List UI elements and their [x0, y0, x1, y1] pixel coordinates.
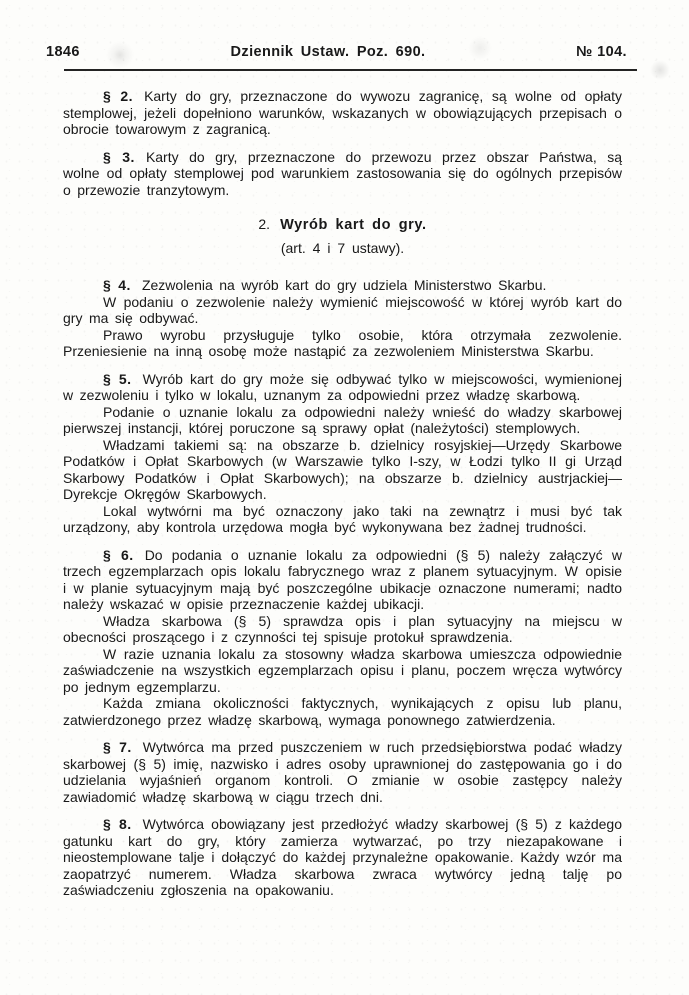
paragraph-4-p1-text: Zezwolenia na wyrób kart do gry udziela Ministerstwo Skarbu. [141, 277, 547, 293]
chapter-title-line [63, 213, 622, 237]
paragraph-3-symbol: § 3. [103, 148, 135, 165]
paragraph-6-p4 [63, 695, 622, 728]
paragraph-7 [63, 739, 622, 805]
paragraph-5-p3-text: Władzami takiemi są: na obszarze b. dzielnicy rosyjskiej—Urzędy Skarbowe Podatków i Opłat Skarbowych (w Warszawie tylko I-szy, w Łodzi tylko II gi Urząd Skarbowy Podatków i Opłat Skarbowych); na obszarze b. dzielnicy austrjackiej—Dyrekcje Okręgów Skarbowych. [63, 436, 622, 502]
paragraph-4-p1 [63, 277, 622, 294]
header-divider [64, 69, 637, 71]
paragraph-4-p2-text: W podaniu o zezwolenie należy wymienić miejscowość w której wyrób kart do gry ma się odbywać. [63, 293, 622, 326]
paragraph-6-p3 [63, 646, 622, 696]
issue-number: № 104. [576, 44, 627, 60]
paragraph-5-p1 [63, 371, 622, 404]
paragraph-6-symbol: § 6. [103, 546, 134, 563]
section-par-3 [63, 149, 622, 199]
section-par-8 [63, 816, 622, 899]
paragraph-5-p2 [63, 404, 622, 437]
paragraph-5-p4-text: Lokal wytwórni ma być oznaczony jako taki na zewnątrz i musi być tak urządzony, aby kontrola urzędowa mogła być wykonywana bez żadnej trudności. [63, 502, 622, 535]
paragraph-3-text: Karty do gry, przeznaczone do przewozu przez obszar Państwa, są wolne od opłaty stemplowej pod warunkiem zastosowania się do ogólnych przepisów o przewozie tranzytowym. [63, 148, 622, 198]
chapter-title: Wyrób kart do gry. [280, 217, 427, 233]
paragraph-8-symbol: § 8. [103, 816, 132, 832]
paragraph-4-p2 [63, 294, 622, 327]
paragraph-5-p1-text: Wyrób kart do gry może się odbywać tylko w miejscowości, wymienionej w zezwoleniu i tylko w lokalu, uznanym za odpowiedni przez władzę skarbową. [63, 370, 623, 403]
paragraph-2-text: Karty do gry, przeznaczone do wywozu zagranicę, są wolne od opłaty stemplowej, jeżeli dopełniono warunków, wskazanych w obowiązujących przepisach o obrocie towarowym z zagranicą. [63, 88, 622, 137]
section-par-5 [63, 371, 622, 536]
document-body [63, 88, 622, 899]
paragraph-4-p3-text: Prawo wyrobu przysługuje tylko osobie, która otrzymała zezwolenie. Przeniesienie na inną osobę może nastąpić za zezwoleniem Ministerstwa Skarbu. [63, 326, 622, 359]
chapter-number: 2. [258, 216, 271, 232]
page-header [46, 44, 627, 60]
chapter-subtitle: (art. 4 i 7 ustawy). [280, 240, 405, 256]
section-par-4 [63, 277, 622, 360]
paragraph-2-symbol: § 2. [103, 88, 134, 104]
paragraph-6-p3-text: W razie uznania lokalu za stosowny władza skarbowa umieszcza odpowiednie zaświadczenie na wszystkich egzemplarzach opisu i planu, poczem wręcza wytwórcy po jednym egzemplarzu. [63, 645, 622, 695]
paragraph-5-symbol: § 5. [103, 370, 132, 387]
paragraph-6-p1-text: Do podania o uznanie lokalu za odpowiedni (§ 5) należy załączyć w trzech egzemplarzach opis lokalu fabrycznego wraz z planem sytuacyjnym. W opisie i w planie sytuacyjnym mają być poszczególne ubikacje oznaczone numerami; nadto należy wskazać w opisie przeznaczenie każdej ubikacji. [63, 546, 623, 612]
journal-title: Dziennik Ustaw. Poz. 690. [230, 44, 426, 60]
paragraph-6-p2-text: Władza skarbowa (§ 5) sprawdza opis i plan sytuacyjny na miejscu w obecności proszącego i z czynności tej spisuje protokuł sprawdzenia. [63, 612, 622, 645]
chapter-heading [63, 213, 622, 260]
paragraph-7-symbol: § 7. [103, 739, 132, 755]
paragraph-4-p3 [63, 327, 622, 360]
paragraph-4-symbol: § 4. [103, 277, 131, 293]
paragraph-7-text: Wytwórca ma przed puszczeniem w ruch przedsiębiorstwa podać władzy skarbowej (§ 5) imię, nazwisko i adres osoby uprawnionej do zastępowania go i do udzielania wyjaśnień organom kontroli. O zmianie w osobie zastępcy należy zawiadomić władzę skarbową w ciągu trzech dni. [63, 739, 622, 805]
paragraph-5-p2-text: Podanie o uznanie lokalu za odpowiedni należy wnieść do władzy skarbowej pierwszej instancji, której poruczone są sprawy opłat (należytości) stemplowych. [63, 403, 622, 436]
paragraph-5-p3 [63, 437, 622, 503]
paragraph-8 [63, 816, 622, 899]
paragraph-6-p2 [63, 613, 622, 646]
paragraph-2 [63, 88, 622, 138]
paragraph-5-p4 [63, 503, 622, 536]
section-par-7 [63, 739, 622, 805]
page-number: 1846 [46, 44, 80, 60]
paragraph-3 [63, 149, 622, 199]
section-par-6 [63, 547, 622, 729]
section-par-2 [63, 88, 622, 138]
paragraph-8-text: Wytwórca obowiązany jest przedłożyć władzy skarbowej (§ 5) z każdego gatunku kart do gry, który zamierza wytwarzać, po trzy niezapakowane i nieostemplowane talje i dołączyć do każdej przynależne opakowanie. Każdy wzór ma zaopatrzyć numerem. Władza skarbowa zwraca wytwórcy jedną talję po zaświadczeniu zgłoszenia na opakowaniu. [63, 816, 622, 898]
paragraph-6-p4-text: Każda zmiana okoliczności faktycznych, wynikających z opisu lub planu, zatwierdzonego przez władzę skarbową, wymaga ponownego zatwierdzenia. [63, 695, 622, 728]
paragraph-6-p1 [63, 547, 622, 613]
